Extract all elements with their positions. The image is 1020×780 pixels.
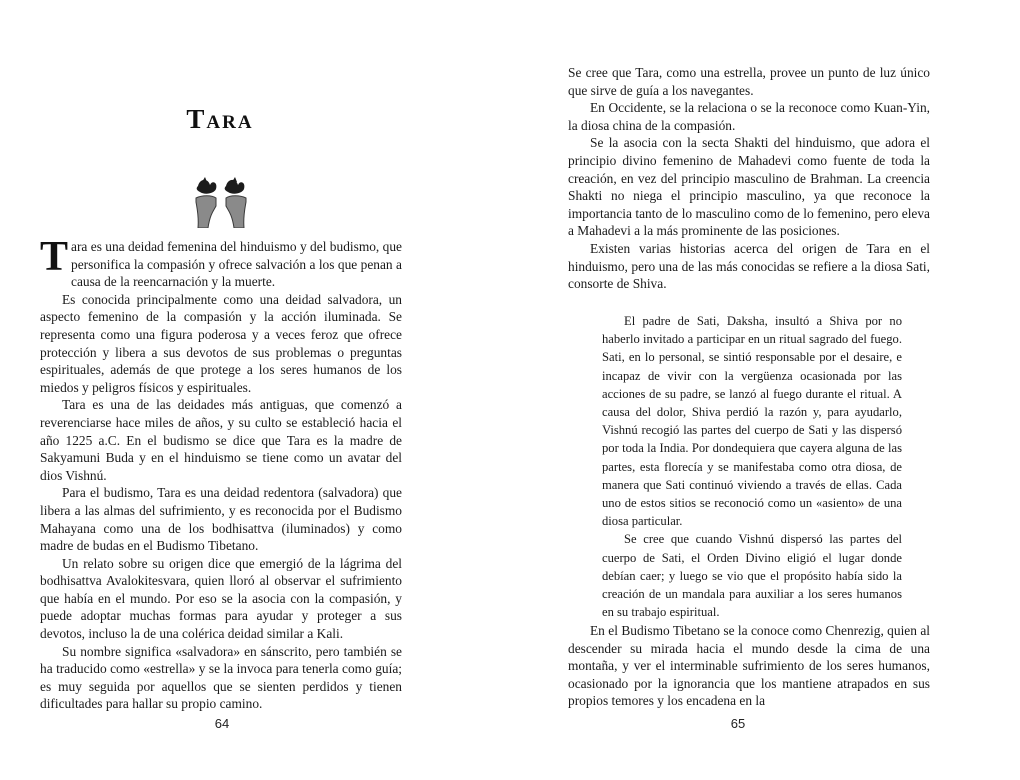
- quote-paragraph: Se cree que cuando Vishnú dispersó las partes del cuerpo de Sati, el Orden Divino eligió el lugar donde debían caer; y luego se vio que el propósito había sido la creación de un mandala para auxiliar a los seres humanos en su trabajo espiritual.: [602, 532, 902, 620]
- paragraph: Existen varias historias acerca del origen de Tara en el hinduismo, pero una de las más conocidas se refiere a la diosa Sati, consorte de Shiva.: [568, 240, 930, 292]
- dropcap: T: [40, 234, 69, 280]
- paragraph: Tara es una deidad femenina del hinduismo y del budismo, que personifica la compasión y ofrece salvación a los que penan a causa de la reencarnación y la muerte.: [40, 234, 402, 290]
- paragraph: En el Budismo Tibetano se la conoce como Chenrezig, quien al descender su mirada hacia el mundo desde la cima de una montaña, y ver el interminable sufrimiento de los seres humanos, ocasionado por la ignorancia que los mantiene atrapados en sus propios temores y los encadena en la: [568, 623, 930, 709]
- right-closing-text: [568, 622, 930, 710]
- page-number: 64: [214, 716, 230, 731]
- page-number: 65: [730, 716, 746, 731]
- paragraph: Tara es una de las deidades más antiguas, que comenzó a reverenciarse hace miles de años, y su culto se estableció hacia el año 1225 a.C. En el budismo se dice que Tara es la madre de Sakyamuni Buda y en el hinduismo se tiene como un avatar del dios Vishnú.: [40, 397, 402, 483]
- paragraph: Para el budismo, Tara es una deidad redentora (salvadora) que libera a las almas del sufrimiento, y es reconocida por el Budismo Mahayana como una de los bodhisattva (iluminados) y como madre de budas en el Budismo Tibetano.: [40, 485, 402, 554]
- paragraph: Se cree que Tara, como una estrella, provee un punto de luz único que sirve de guía a los navegantes.: [568, 65, 930, 98]
- paragraph: En Occidente, se la relaciona o se la reconoce como Kuan-Yin, la diosa china de la compasión.: [568, 100, 930, 133]
- right-body-text: [568, 64, 930, 293]
- chapter-title: Tara: [186, 104, 254, 134]
- right-page: [510, 0, 1020, 780]
- left-body-text: [40, 234, 402, 713]
- hands-holding-lotus-icon: [190, 176, 252, 228]
- paragraph: Se la asocia con la secta Shakti del hinduismo, que adora el principio divino femenino de Mahadevi como fuente de toda la creación, en vez del principio masculino de Brahman. La creencia Shakti no niega el principio masculino, ya que reconoce la importancia tanto de lo masculino como de lo femenino, pero eleva a Mahadevi a la más prominente de las posiciones.: [568, 135, 930, 239]
- quote-paragraph: El padre de Sati, Daksha, insultó a Shiva por no haberlo invitado a participar en un ritual sagrado del fuego. Sati, en lo personal, se sintió responsable por el desaire, e incapaz de vivir con la vergüenza ocasionada por las acciones de su padre, se lanzó al fuego durante el ritual. A causa del dolor, Shiva perdió la razón y, para ayudarlo, Vishnú recogió las partes del cuerpo de Sati y las dispersó por toda la India. Por dondequiera que cayera alguna de las partes, esta florecía y se manifestaba como otra diosa, de manera que Sati continuó viviendo a través de ellas. Cada uno de estos sitios se reconoció como un «asiento» de una diosa particular.: [602, 314, 902, 529]
- paragraph: Es conocida principalmente como una deidad salvadora, un aspecto femenino de la compasión y la acción iluminada. Se representa como una figura poderosa y a veces feroz que ofrece protección y libera a sus devotos de sus problemas o preguntas espirituales, además de que protege a los seres humanos de los miedos y peligros físicos y espirituales.: [40, 291, 402, 395]
- block-quote: [602, 312, 902, 621]
- paragraph: Un relato sobre su origen dice que emergió de la lágrima del bodhisattva Avalokitesvara, quien lloró al observar el sufrimiento que había en el mundo. Por eso se la asocia con la compasión, y puede adoptar muchas formas para ayudar y proteger a sus devotos, incluso la de una colérica deidad similar a Kali.: [40, 555, 402, 642]
- paragraph: Su nombre significa «salvadora» en sánscrito, pero también se ha traducido como «estrella» y se la invoca para tenerla como guía; es muy seguida por aquellos que se sienten perdidos y tienen dificultades para hallar su propio camino.: [40, 643, 402, 712]
